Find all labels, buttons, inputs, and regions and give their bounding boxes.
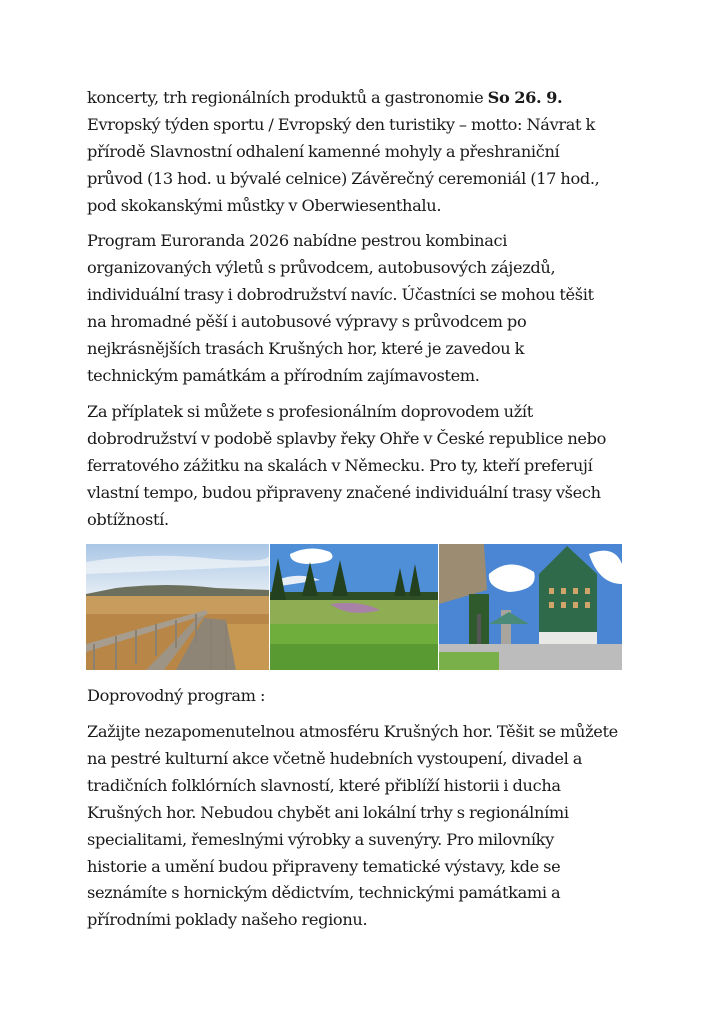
photo-strip [86, 544, 622, 670]
text-line: vlastní tempo, budou připraveny značené individuální trasy všech [87, 482, 601, 502]
text-line: pod skokanskými můstky v Oberwiesenthalu. [87, 195, 442, 215]
paragraph-events-schedule [87, 85, 647, 220]
text-line: tradičních folklórních slavností, které přiblíží historii i ducha [87, 775, 561, 795]
paragraph-accompanying-program [87, 719, 647, 934]
photo-meadow-spruces [270, 544, 438, 670]
text-line: přírodními poklady našeho regionu. [87, 910, 368, 930]
text-line: průvod (13 hod. u bývalé celnice) Závěrečný ceremoniál (17 hod., [87, 168, 600, 188]
text-line: na pestré kulturní akce včetně hudebních vystoupení, divadel a [87, 748, 583, 768]
photo-green-building [439, 544, 622, 670]
text-line: individuální trasy i dobrodružství navíc. Účastníci se mohou těšit [87, 284, 594, 304]
text-line: Za příplatek si můžete s profesionálním doprovodem užít [87, 402, 533, 421]
text-line: dobrodružství v podobě splavby řeky Ohře v České republice nebo [87, 428, 607, 448]
text-line: technickým památkám a přírodním zajímavostem. [87, 365, 480, 385]
text-line: přírodě Slavnostní odhalení kamenné mohyly a přeshraniční [87, 141, 560, 161]
text-line: Krušných hor. Nebudou chybět ani lokální trhy s regionálními [87, 802, 569, 822]
photo-boardwalk-moor [86, 544, 269, 670]
paragraph-optional-activities [87, 399, 647, 534]
text-line: ferratového zážitku na skalách v Německu. Pro ty, kteří preferují [87, 455, 593, 475]
text-line: Doprovodný program : [87, 686, 266, 705]
text-line: na hromadné pěší i autobusové výpravy s průvodcem po [87, 311, 527, 331]
text-line: organizovaných výletů s průvodcem, autobusových zájezdů, [87, 257, 556, 277]
paragraph-program-overview [87, 228, 647, 389]
section-heading-accompanying-program [87, 683, 647, 710]
text-line: nejkrásnějších trasách Krušných hor, které je zavedou k [87, 338, 525, 358]
text-line: seznámíte s hornickým dědictvím, technickými památkami a [87, 883, 561, 903]
text-line: historie a umění budou připraveny tematické výstavy, kde se [87, 856, 561, 876]
text-line: Zažijte nezapomenutelnou atmosféru Krušných hor. Těšit se můžete [87, 722, 618, 741]
text-line: obtížností. [87, 509, 169, 529]
date-bold: So 26. 9. [487, 88, 563, 107]
text-run: koncerty, trh regionálních produktů a gastronomie [87, 88, 488, 107]
text-line: Evropský týden sportu / Evropský den turistiky – motto: Návrat k [87, 114, 595, 134]
text-line: specialitami, řemeslnými výrobky a suvenýry. Pro milovníky [87, 829, 554, 849]
text-line [87, 85, 647, 112]
text-line: Program Euroranda 2026 nabídne pestrou kombinaci [87, 231, 508, 250]
